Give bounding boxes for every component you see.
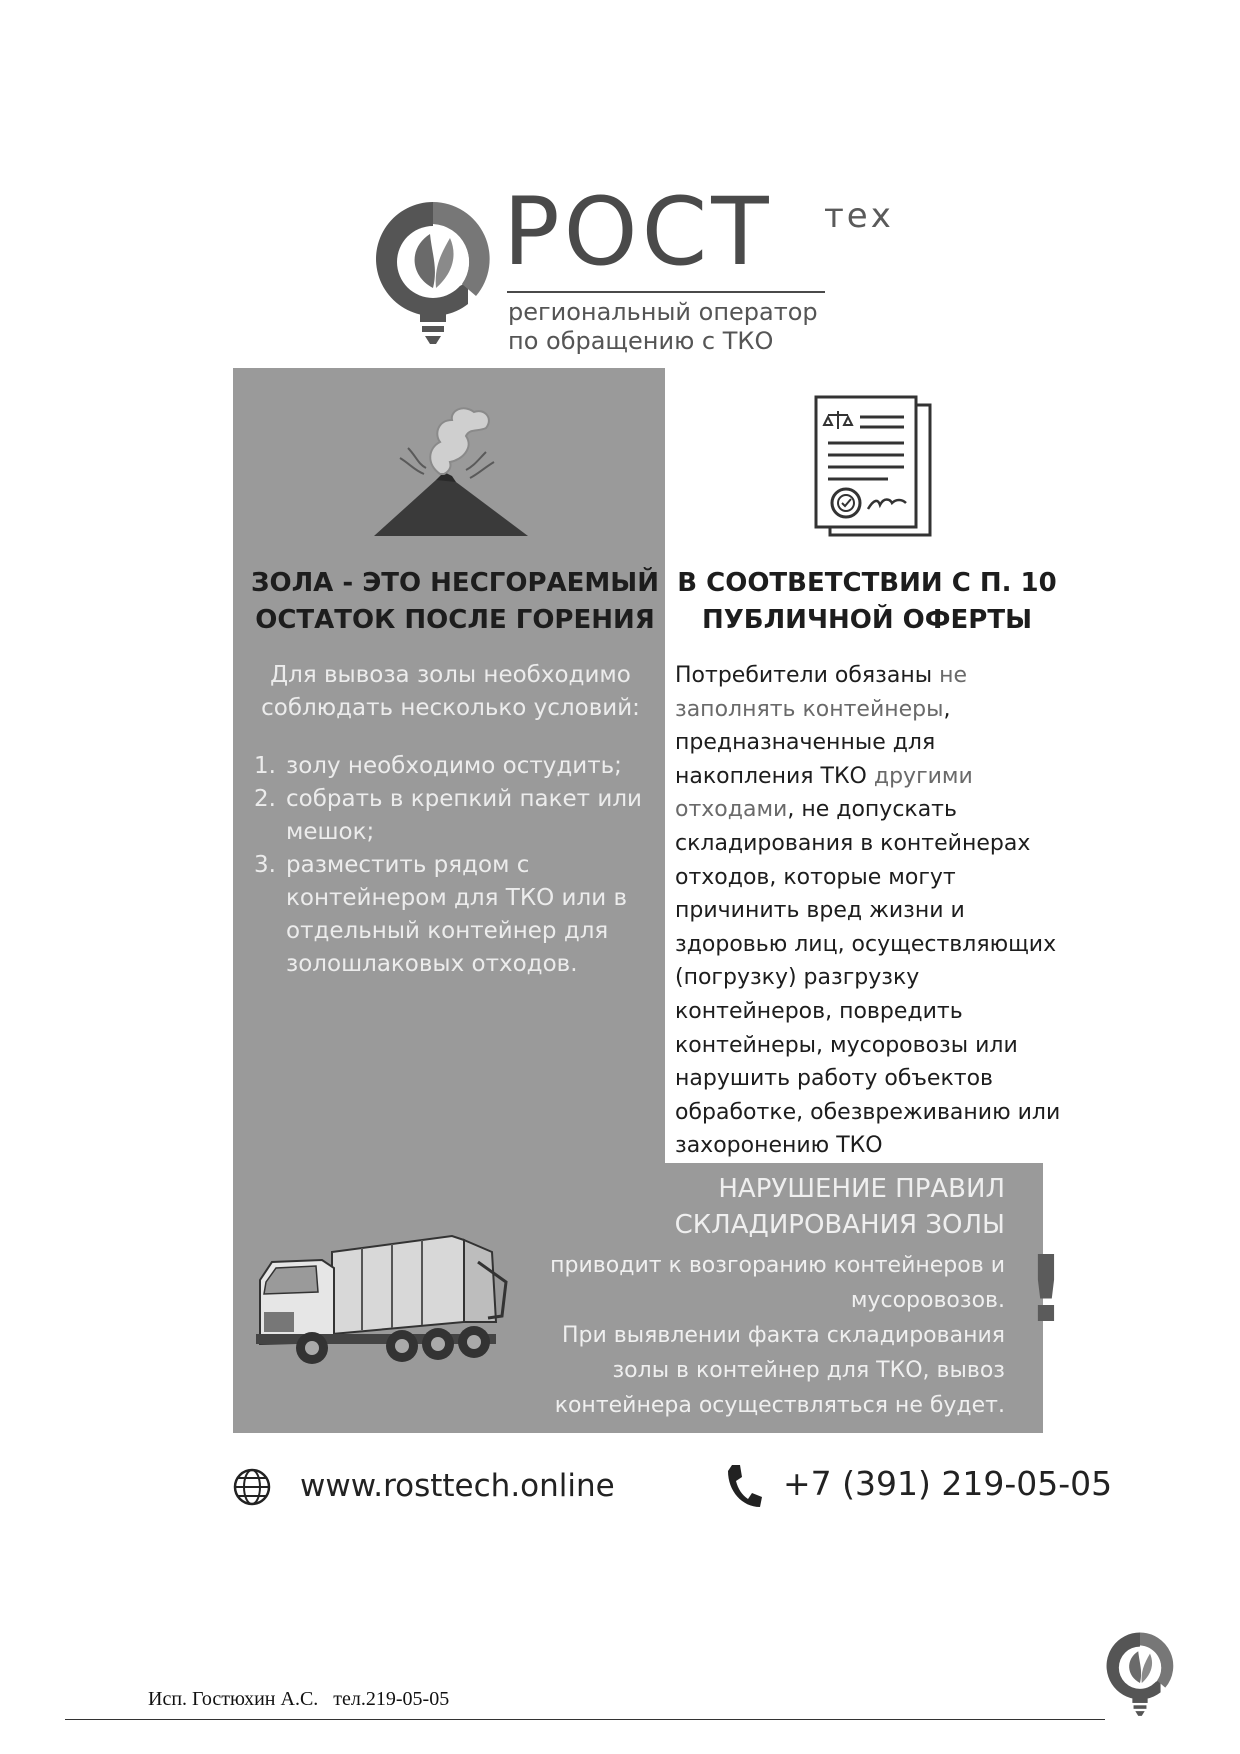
ash-heading-line1: ЗОЛА - ЭТО НЕСГОРАЕМЫЙ bbox=[251, 568, 659, 598]
violation-body-line1: приводит к возгоранию контейнеров и bbox=[550, 1253, 1005, 1278]
leaf-bulb-logo-icon bbox=[370, 196, 496, 346]
list-item bbox=[240, 849, 665, 981]
ash-intro-line2: соблюдать несколько условий: bbox=[261, 695, 640, 721]
ash-heading-line2: ОСТАТОК ПОСЛЕ ГОРЕНИЯ bbox=[255, 605, 655, 635]
violation-body-line5: контейнера осуществляться не будет. bbox=[554, 1393, 1005, 1418]
globe-icon bbox=[232, 1467, 272, 1507]
brand-divider bbox=[507, 291, 825, 293]
brand-tagline-line2: по обращению с ТКО bbox=[508, 327, 774, 355]
offer-text-part1: Потребители обязаны bbox=[675, 663, 940, 688]
offer-text-part3: , не допускать складирования в контейнерах отходов, которые могут причинить вред жизни и здоровью лиц, осуществляющих (погрузку) разгрузку контейнеров, повредить контейнеры, мусоровозы или нарушить работу объектов обработке, обезвреживанию или захоронению ТКО bbox=[675, 797, 1061, 1159]
garbage-truck-icon bbox=[252, 1222, 514, 1372]
brand-tagline-line1: региональный оператор bbox=[508, 298, 818, 326]
step-text: собрать в крепкий пакет или мешок; bbox=[286, 786, 642, 845]
offer-text-part2: , предназначенные для накопления ТКО bbox=[675, 696, 951, 789]
offer-text bbox=[675, 659, 1075, 1163]
violation-body-line3: При выявлении факта складирования bbox=[562, 1323, 1005, 1348]
offer-text-highlight1: не заполнять контейнеры bbox=[675, 663, 967, 722]
violation-heading bbox=[485, 1171, 1005, 1243]
violation-heading-line2: СКЛАДИРОВАНИЯ ЗОЛЫ bbox=[674, 1210, 1005, 1240]
exclamation-icon: ! bbox=[1025, 1236, 1067, 1343]
step-number: 1. bbox=[254, 753, 276, 779]
offer-text-highlight2: другими отходами bbox=[675, 763, 973, 823]
violation-body bbox=[485, 1248, 1005, 1423]
list-item bbox=[240, 750, 665, 783]
violation-heading-line1: НАРУШЕНИЕ ПРАВИЛ bbox=[718, 1174, 1005, 1204]
violation-body-line4: золы в контейнер для ТКО, вывоз bbox=[612, 1358, 1005, 1383]
step-number: 2. bbox=[254, 786, 276, 812]
ash-intro-line1: Для вывоза золы необходимо bbox=[270, 662, 631, 688]
footer-divider bbox=[65, 1719, 1105, 1720]
brand-name: РОСТ bbox=[503, 178, 773, 287]
list-item bbox=[240, 783, 665, 849]
offer-heading bbox=[667, 565, 1067, 639]
step-number: 3. bbox=[254, 852, 276, 878]
website-link[interactable]: www.rosttech.online bbox=[300, 1468, 615, 1504]
phone-link[interactable]: +7 (391) 219-05-05 bbox=[783, 1464, 1113, 1503]
step-text: разместить рядом с контейнером для ТКО или в отдельный контейнер для золошлаковых отходов. bbox=[286, 852, 628, 977]
leaf-bulb-logo-icon bbox=[1103, 1627, 1177, 1719]
contract-document-icon bbox=[808, 395, 938, 540]
ash-steps-list bbox=[240, 750, 665, 981]
ash-intro bbox=[238, 659, 663, 725]
offer-heading-line1: В СООТВЕТСТВИИ С П. 10 bbox=[677, 568, 1057, 598]
step-text: золу необходимо остудить; bbox=[286, 753, 622, 779]
violation-body-line2: мусоровозов. bbox=[850, 1288, 1005, 1313]
offer-heading-line2: ПУБЛИЧНОЙ ОФЕРТЫ bbox=[701, 605, 1033, 635]
brand-suffix: тех bbox=[824, 196, 894, 236]
phone-icon bbox=[724, 1463, 764, 1509]
executor-signature: Исп. Гостюхин А.С. тел.219-05-05 bbox=[148, 1688, 450, 1710]
volcano-icon bbox=[366, 398, 536, 538]
ash-heading bbox=[245, 565, 665, 639]
